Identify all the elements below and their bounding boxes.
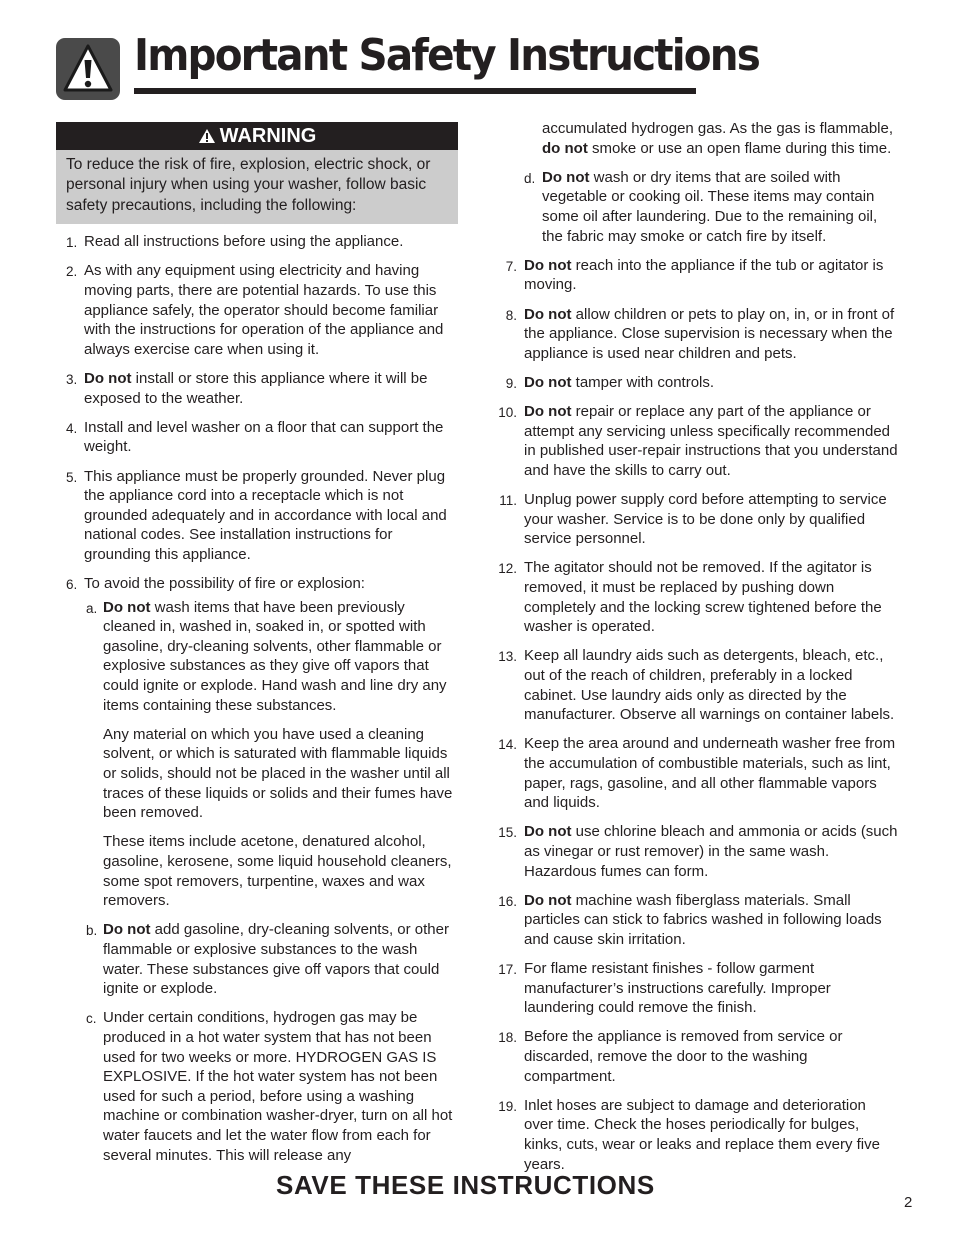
- item-number: 11.: [499, 493, 517, 509]
- item-number: 4.: [66, 420, 78, 436]
- sub-item-text: Do not add gasoline, dry-cleaning solvents, or other flammable or explosive substances to the wash water. These substances give off vapors that could ignite or explode.: [103, 921, 449, 998]
- list-item-3: [56, 369, 458, 408]
- item-number: 2.: [66, 264, 78, 280]
- list-item-8: [492, 305, 898, 364]
- sub-item-text: Under certain conditions, hydrogen gas may be produced in a hot water system that has not been used for two weeks or more. HYDROGEN GAS IS EXPLOSIVE. If the hot water system has not been used for such a period, before using a washing machine or combination washer-dryer, turn on all hot water faucets and let the water flow from each for several minutes. This will release any: [103, 1009, 453, 1164]
- item-6c-continued: accumulated hydrogen gas. As the gas is flammable, do not smoke or use an open flame during this time.: [542, 120, 894, 157]
- item-number: 3.: [66, 371, 78, 387]
- sub-letter: b.: [86, 923, 98, 939]
- item-number: 16.: [498, 893, 517, 909]
- list-item-1: [56, 232, 458, 252]
- page-title: Important Safety Instructions: [134, 30, 759, 81]
- sub-letter: d.: [524, 170, 536, 186]
- list-item-13: [492, 646, 898, 724]
- save-instructions-heading: SAVE THESE INSTRUCTIONS: [276, 1170, 655, 1200]
- list-item-14: [492, 734, 898, 812]
- item-text: As with any equipment using electricity and having moving parts, there are potential hazards. To use this appliance safely, the operator should become familiar with the instructions for operation of the appliance and always exercise care when using it.: [84, 262, 444, 358]
- list-item-18: [492, 1027, 898, 1086]
- item-text: To avoid the possibility of fire or explosion:: [84, 575, 365, 593]
- warning-triangle-icon: [56, 38, 120, 100]
- list-item-19: [492, 1096, 898, 1174]
- item-number: 6.: [66, 577, 78, 593]
- list-item-15: [492, 822, 898, 881]
- sub-item-6c: [84, 1008, 458, 1165]
- item-number: 12.: [498, 561, 517, 577]
- list-item-10: [492, 402, 898, 480]
- list-item-7: [492, 256, 898, 295]
- safety-list-right: [492, 256, 898, 1174]
- warning-label: WARNING: [219, 125, 317, 147]
- item-text: Do not reach into the appliance if the tub or agitator is moving.: [524, 256, 884, 294]
- sub-paragraph: These items include acetone, denatured alcohol, gasoline, kerosene, some liquid household cleaners, some spot removers, turpentine, waxes and wax removers.: [103, 833, 452, 910]
- item-number: 5.: [66, 469, 78, 485]
- sub-letter: a.: [86, 600, 98, 616]
- item-text: The agitator should not be removed. If the agitator is removed, it must be replaced by pushing down completely and the locking screw tightened before the washer is operated.: [524, 559, 882, 636]
- item-text: Do not use chlorine bleach and ammonia or acids (such as vinegar or rust remover) in the same wash. Hazardous fumes can form.: [524, 823, 898, 880]
- warning-text: To reduce the risk of fire, explosion, electric shock, or personal injury when using your washer, follow basic safety precautions, including the following:: [56, 150, 458, 224]
- warning-box: [56, 122, 458, 224]
- safety-list-left: [56, 232, 458, 1165]
- sub-paragraph: Any material on which you have used a cleaning solvent, or which is saturated with flammable liquids or solids, should not be placed in the washer until all traces of these liquids or solids and their fumes have been removed.: [103, 725, 453, 822]
- sub-letter: c.: [86, 1011, 97, 1027]
- list-item-2: [56, 261, 458, 359]
- page-header: [56, 30, 759, 102]
- title-underline: [134, 88, 696, 94]
- item-text: Install and level washer on a floor that can support the weight.: [84, 418, 444, 456]
- list-item-11: [492, 490, 898, 549]
- item-text: Inlet hoses are subject to damage and deterioration over time. Check the hoses periodically for bulges, kinks, cuts, wear or leaks and replace them every five years.: [524, 1096, 880, 1173]
- item-number: 10.: [498, 405, 517, 421]
- item-number: 9.: [505, 375, 517, 391]
- item-text: Do not machine wash fiberglass materials. Small particles can stick to fabrics washed in following loads and cause skin irritation.: [524, 891, 882, 948]
- item-6-subitems: [84, 598, 458, 1165]
- sub-item-6d: [492, 168, 898, 246]
- list-item-5: [56, 467, 458, 565]
- sub-item-text: Do not wash or dry items that are soiled with vegetable or cooking oil. These items may contain some oil after laundering. Due to the remaining oil, the fabric may smoke or catch fire by itself.: [542, 168, 878, 245]
- item-text: For flame resistant finishes - follow garment manufacturer’s instructions carefully. Improper laundering could remove the finish.: [524, 960, 831, 1017]
- item-text: Before the appliance is removed from service or discarded, remove the door to the washing compartment.: [524, 1028, 843, 1085]
- item-text: Unplug power supply cord before attempting to service your washer. Service is to be done only by qualified service personnel.: [524, 491, 887, 548]
- list-item-6: [56, 574, 458, 1165]
- item-number: 19.: [498, 1098, 517, 1114]
- item-text: Do not allow children or pets to play on, in, or in front of the appliance. Close supervision is necessary when the appliance is used near children and pets.: [524, 305, 895, 362]
- item-text: This appliance must be properly grounded. Never plug the appliance cord into a receptacle which is not grounded adequately and in accordance with local and national codes. See installation instructions for grounding this appliance.: [84, 467, 447, 563]
- item-number: 17.: [498, 962, 517, 978]
- sub-item-6a: [84, 598, 458, 911]
- left-column: [56, 122, 458, 1175]
- item-number: 7.: [505, 258, 517, 274]
- page-number: 2: [904, 1194, 913, 1211]
- item-text: Keep all laundry aids such as detergents, bleach, etc., out of the reach of children, preferably in a locked cabinet. Use laundry aids only as directed by the manufacturer. Observe all warnings on container labels.: [524, 647, 895, 724]
- item-text: Keep the area around and underneath washer free from the accumulation of combustible materials, such as lint, paper, rags, gasoline, and all other flammable vapors and liquids.: [524, 735, 896, 812]
- sub-item-6b: [84, 920, 458, 998]
- sub-item-text: Do not wash items that have been previously cleaned in, washed in, soaked in, or spotted with gasoline, dry-cleaning solvents, other flammable or explosive substances as they give off vapors that could ignite or explode. Hand wash and line dry any items containing these substances.: [103, 598, 447, 714]
- item-text: Do not repair or replace any part of the appliance or attempt any servicing unless specifically recommended in published user-repair instructions that you understand and have the skills to carry out.: [524, 403, 898, 479]
- list-item-16: [492, 891, 898, 950]
- item-number: 1.: [66, 235, 78, 251]
- item-text: Do not tamper with controls.: [524, 373, 715, 391]
- right-column: [492, 119, 898, 1184]
- item-text: Read all instructions before using the appliance.: [84, 233, 404, 251]
- item-number: 15.: [498, 825, 517, 841]
- item-number: 14.: [498, 737, 517, 753]
- item-number: 13.: [498, 649, 517, 665]
- item-number: 18.: [498, 1030, 517, 1046]
- item-number: 8.: [505, 307, 517, 323]
- item-text: Do not install or store this appliance where it will be exposed to the weather.: [84, 369, 428, 407]
- warning-header: [56, 122, 458, 150]
- list-item-4: [56, 418, 458, 457]
- list-item-9: [492, 373, 898, 393]
- list-item-12: [492, 558, 898, 636]
- list-item-17: [492, 959, 898, 1018]
- warning-triangle-icon: [198, 128, 216, 144]
